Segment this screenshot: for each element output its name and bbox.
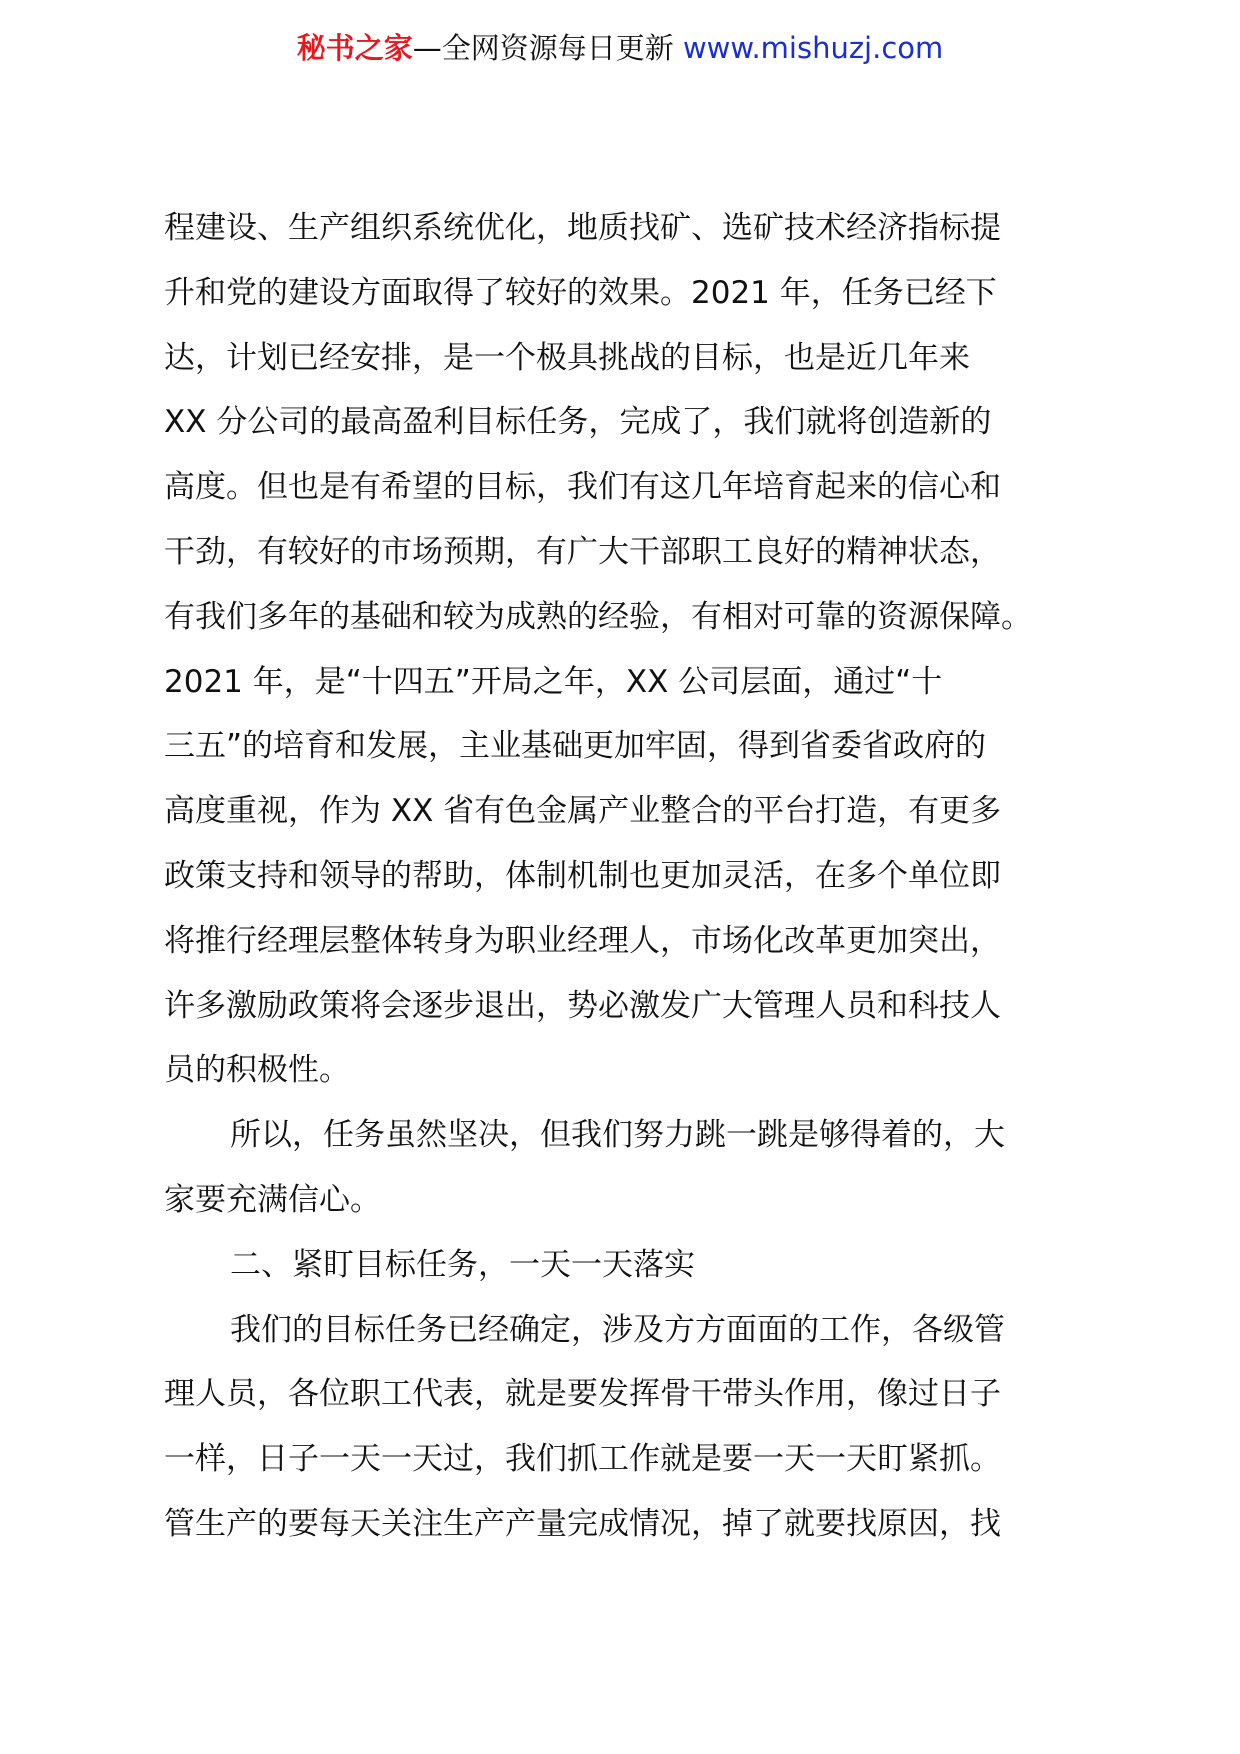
- text-line: 理人员，各位职工代表，就是要发挥骨干带头作用，像过日子: [164, 1376, 1001, 1413]
- text-line: 将推行经理层整体转身为职业经理人，市场化改革更加突出，: [164, 922, 1001, 959]
- text-line: 家要充满信心。: [164, 1181, 381, 1218]
- paragraph-first-line: 所以，任务虽然坚决，但我们努力跳一跳是够得着的，大: [230, 1117, 1005, 1154]
- text-line: 三五”的培育和发展，主业基础更加牢固，得到省委省政府的: [164, 728, 987, 765]
- text-line: 政策支持和领导的帮助，体制机制也更加灵活，在多个单位即: [164, 857, 1001, 894]
- section-heading: 二、紧盯目标任务，一天一天落实: [230, 1246, 695, 1283]
- header-slogan: —全网资源每日更新: [412, 31, 674, 65]
- site-header: [0, 28, 1240, 68]
- text-line: 程建设、生产组织系统优化，地质找矿、选矿技术经济指标提: [164, 210, 1001, 246]
- text-line: 升和党的建设方面取得了较好的效果。2021 年，任务已经下: [164, 274, 997, 311]
- document-body: [164, 196, 1094, 1557]
- text-line: 2021 年，是“十四五”开局之年，XX 公司层面，通过“十: [164, 663, 943, 700]
- text-line: 达，计划已经安排，是一个极具挑战的目标，也是近几年来: [164, 339, 970, 376]
- text-line: 高度重视，作为 XX 省有色金属产业整合的平台打造，有更多: [164, 793, 1002, 830]
- text-line: XX 分公司的最高盈利目标任务，完成了，我们就将创造新的: [164, 404, 992, 441]
- text-line: 有我们多年的基础和较为成熟的经验，有相对可靠的资源保障。: [164, 598, 1032, 635]
- website-link[interactable]: www.mishuzj.com: [682, 31, 944, 65]
- text-line: 干劲，有较好的市场预期，有广大干部职工良好的精神状态，: [164, 533, 1001, 570]
- text-line: 员的积极性。: [164, 1052, 350, 1089]
- text-line: 管生产的要每天关注生产产量完成情况，掉了就要找原因，找: [164, 1505, 1001, 1542]
- paragraph-first-line: 我们的目标任务已经确定，涉及方方面面的工作，各级管: [230, 1311, 1005, 1348]
- brand-name: 秘书之家: [296, 31, 413, 65]
- text-line: 高度。但也是有希望的目标，我们有这几年培育起来的信心和: [164, 469, 1001, 506]
- text-line: 许多激励政策将会逐步退出，势必激发广大管理人员和科技人: [164, 987, 1001, 1024]
- text-line: 一样，日子一天一天过，我们抓工作就是要一天一天盯紧抓。: [164, 1441, 1001, 1478]
